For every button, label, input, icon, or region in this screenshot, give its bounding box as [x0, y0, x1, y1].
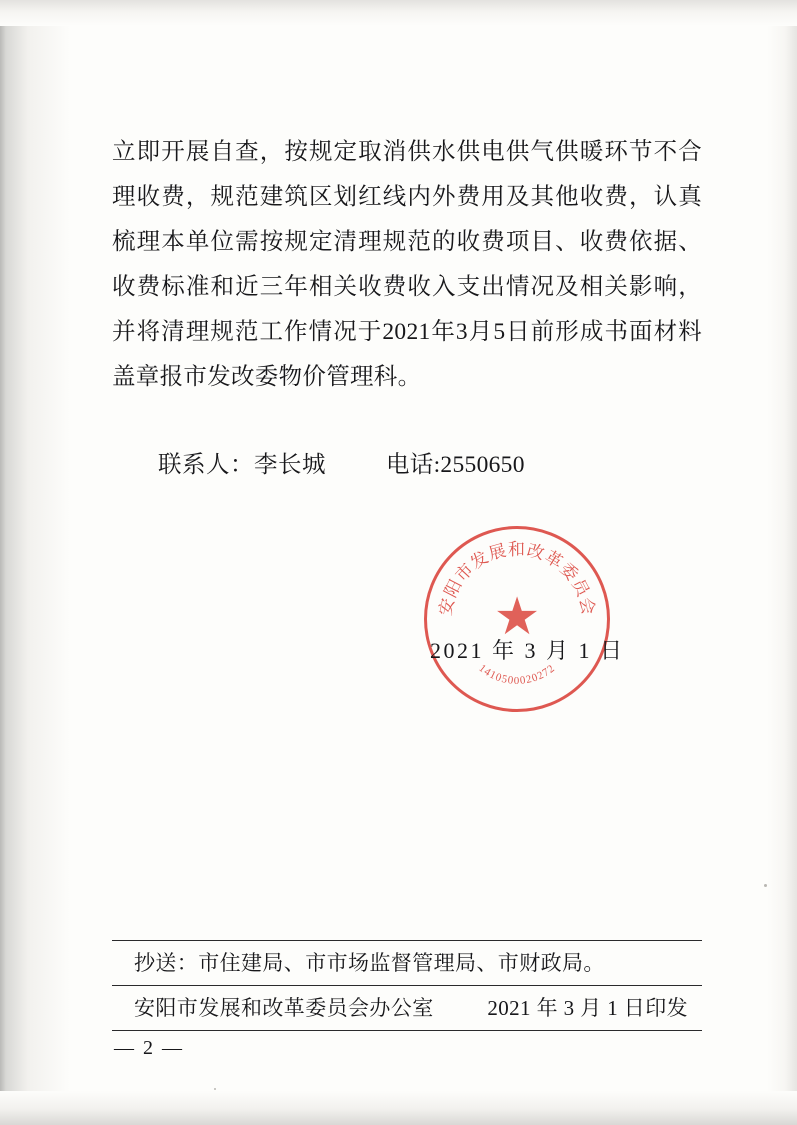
contact-line	[112, 444, 702, 486]
seal-bottom-text	[427, 529, 607, 709]
document-content	[112, 130, 702, 722]
body-paragraph: 立即开展自查，按规定取消供水供电供气供暖环节不合理收费，规范建筑区划红线内外费用及其他收费，认真梳理本单位需按规定清理规范的收费项目、收费依据、收费标准和近三年相关收费收入支出情况及相关影响，并将清理规范工作情况于2021年3月5日前形成书面材料盖章报市发改委物价管理科。	[112, 139, 702, 390]
issuer-name: 安阳市发展和改革委员会办公室	[134, 996, 434, 1020]
cc-line: 抄送：市住建局、市市场监督管理局、市财政局。	[134, 951, 605, 975]
scan-edge-left	[0, 0, 88, 1125]
contact-person: 联系人：李长城	[158, 452, 326, 478]
signature-date: 2021 年 3 月 1 日	[430, 638, 625, 663]
scan-speck	[764, 884, 767, 887]
signature-block	[112, 542, 702, 722]
svg-text:1410500020272: 1410500020272	[476, 662, 558, 687]
seal-star-icon: ★	[493, 588, 541, 646]
official-seal-icon	[424, 526, 610, 712]
scan-speck	[214, 1088, 216, 1090]
page-number: — 2 —	[114, 1037, 184, 1059]
issuer-row	[112, 986, 702, 1030]
scan-edge-top	[0, 0, 797, 26]
issue-date: 2021 年 3 月 1 日印发	[487, 996, 688, 1020]
contact-phone: 电话:2550650	[386, 452, 525, 478]
svg-text:安阳市发展和改革委员会: 安阳市发展和改革委员会	[435, 540, 599, 618]
scan-edge-bottom	[0, 1091, 797, 1125]
document-footer	[112, 940, 702, 1060]
scan-edge-right	[767, 0, 797, 1125]
body-paragraph-block	[112, 130, 702, 400]
